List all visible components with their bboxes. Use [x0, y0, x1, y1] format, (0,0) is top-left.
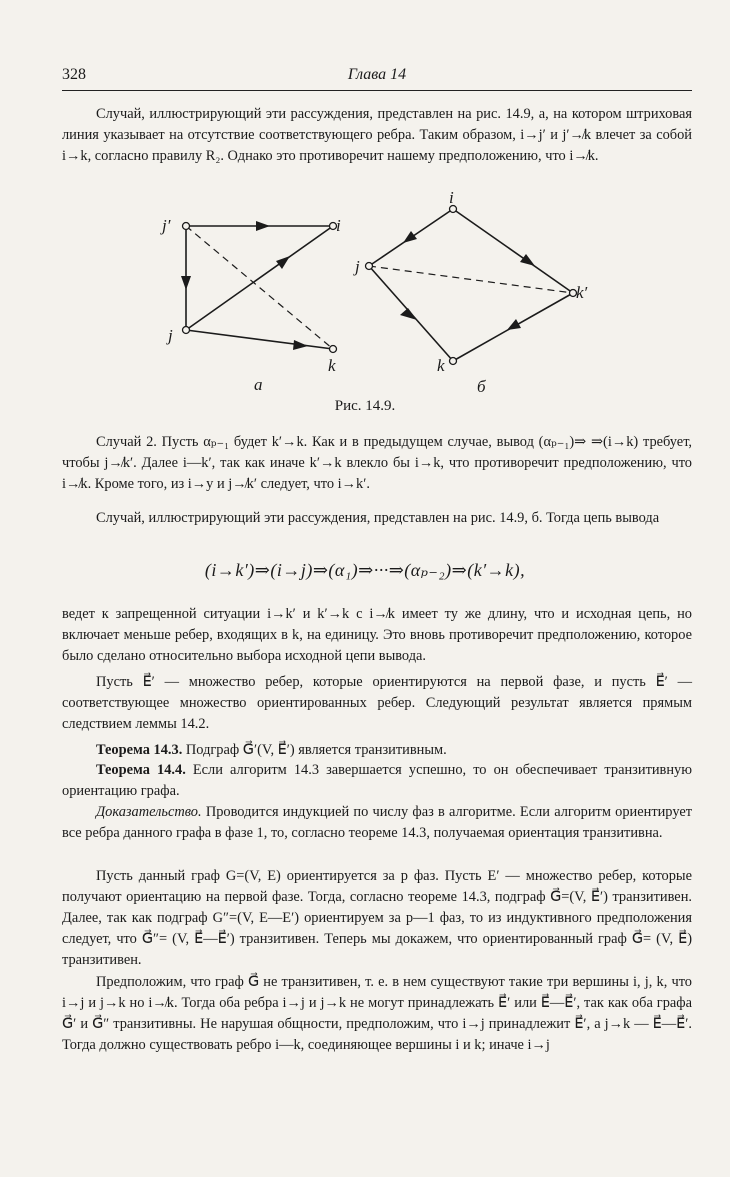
- figure-panel-a: [160, 216, 341, 394]
- theorem-14-4: [62, 760, 692, 802]
- paragraph-contradiction: Предположим, что граф G⃗ не транзитивен, т. е. в нем существуют такие три вершины i, j, k, что i→j и j→k но i↛k. Тогда оба ребра i→j и j→k не могут принадлежать E⃗′ или E⃗—E⃗′, так как оба графа G⃗′ и G⃗″ транзитивны. Не нарушая общности, предположим, что i→j принадлежит E⃗′, а j→k — E⃗—E⃗′. Тогда должно существовать ребро i—k, соединяющее вершины i и k; иначе i→j: [62, 974, 692, 1053]
- arrowhead: [256, 221, 270, 231]
- arrowhead: [181, 276, 191, 290]
- proof-label: Доказательство.: [96, 804, 202, 820]
- figure-panel-b: [353, 188, 588, 396]
- paragraph-forbidden-situation: ведет к запрещенной ситуации i→k′ и k′→k с i↛k имеет ту же длину, что и исходная цепь, но включает меньше ребер, входящих в k, на единицу. Это вновь противоречит предположению, которое было сделано относительно выбора исходной цепи вывода.: [62, 606, 692, 664]
- node-label: j′: [162, 216, 171, 235]
- node-j: [366, 263, 373, 270]
- figure-caption: Рис. 14.9.: [334, 398, 396, 414]
- theorem-label: Теорема 14.3.: [96, 742, 183, 758]
- proof-text: Проводится индукцией по числу фаз в алгоритме. Если алгоритм ориентирует все ребра данного графа в фазе 1, то, согласно теореме 14.3, получаемая ориентация транзитивна.: [62, 804, 692, 841]
- derivation-chain-formula: (i→k′)⇒(i→j)⇒(α₁)⇒···⇒(αₚ₋₂)⇒(k′→k),: [204, 560, 526, 580]
- node-label: i: [449, 188, 454, 207]
- paragraph-case-illustration-a: Случай, иллюстрирующий эти рассуждения, представлен на рис. 14.9, а, на котором штриховая линия указывает на отсутствие соответствующего ребра. Таким образом, i→j′ и j′↛k влечет за собой i→k, согласно правилу R₂. Однако это противоречит нашему предположению, что i↛k.: [62, 106, 692, 164]
- paragraph-edge-set: Пусть E⃗′ — множество ребер, которые ориентируются на первой фазе, и пусть E⃗′ — соответствующее множество ориентированных ребер. Следующий результат является прямым следствием леммы 14.2.: [62, 674, 692, 732]
- panel-label-a: а: [254, 375, 263, 394]
- dashed-edge-j-kprime: [369, 266, 573, 293]
- node-label: j: [168, 326, 173, 345]
- figure-14-9: [0, 190, 730, 400]
- edge-j-to-k: [186, 330, 333, 349]
- arrowhead: [276, 256, 290, 269]
- node-k: [450, 358, 457, 365]
- node-k: [330, 346, 337, 353]
- theorem-text: Подграф G⃗′(V, E⃗′) является транзитивным.: [182, 742, 447, 758]
- arrowhead: [403, 231, 417, 243]
- panel-label-b: б: [477, 377, 486, 396]
- node-label: k: [437, 356, 445, 375]
- node-label: i: [336, 216, 341, 235]
- arrowhead: [400, 308, 417, 320]
- paragraph-case-2: Случай 2. Пусть αₚ₋₁ будет k′→k. Как и в предыдущем случае, вывод (αₚ₋₁)⇒ ⇒(i→k) требует, чтобы j↛k′. Далее i—k′, так как иначе k′→k влекло бы i→k, что противоречит предположению, что i↛k. Кроме того, из i→y и j↛k′ следует, что i→k′.: [62, 434, 692, 492]
- theorem-text: Если алгоритм 14.3 завершается успешно, то он обеспечивает транзитивную ориентацию графа.: [62, 762, 692, 799]
- running-header: [62, 66, 692, 91]
- node-jprime: [183, 223, 190, 230]
- chapter-title: Глава 14: [347, 66, 407, 83]
- theorem-14-3: [62, 740, 692, 761]
- node-label: j: [355, 257, 360, 276]
- paragraph-case-illustration-b: Случай, иллюстрирующий эти рассуждения, представлен на рис. 14.9, б. Тогда цепь вывода: [96, 510, 660, 526]
- edge-i-to-kprime: [453, 209, 573, 293]
- node-j: [183, 327, 190, 334]
- node-label: k: [328, 356, 336, 375]
- dashed-edge-jprime-k: [186, 226, 333, 349]
- paragraph-induction-step: Пусть данный граф G=(V, E) ориентируется за p фаз. Пусть E′ — множество ребер, которые получают ориентацию на первой фазе. Тогда, согласно теореме 14.3, подграф G⃗=(V, E⃗′) транзитивен. Далее, так как подграф G″=(V, E—E′) ориентируем за p—1 фаз, то из индуктивного предположения следует, что G⃗″= (V, E⃗—E⃗′) транзитивен. Теперь мы докажем, что ориентированный граф G⃗= (V, E⃗) транзитивен.: [62, 868, 692, 968]
- arrowhead: [507, 319, 521, 330]
- edge-j-to-i: [186, 226, 333, 330]
- page-number: 328: [62, 66, 86, 83]
- node-label: k′: [576, 283, 588, 302]
- arrowhead: [520, 254, 535, 266]
- theorem-label: Теорема 14.4.: [96, 762, 186, 778]
- proof-paragraph: [62, 802, 692, 844]
